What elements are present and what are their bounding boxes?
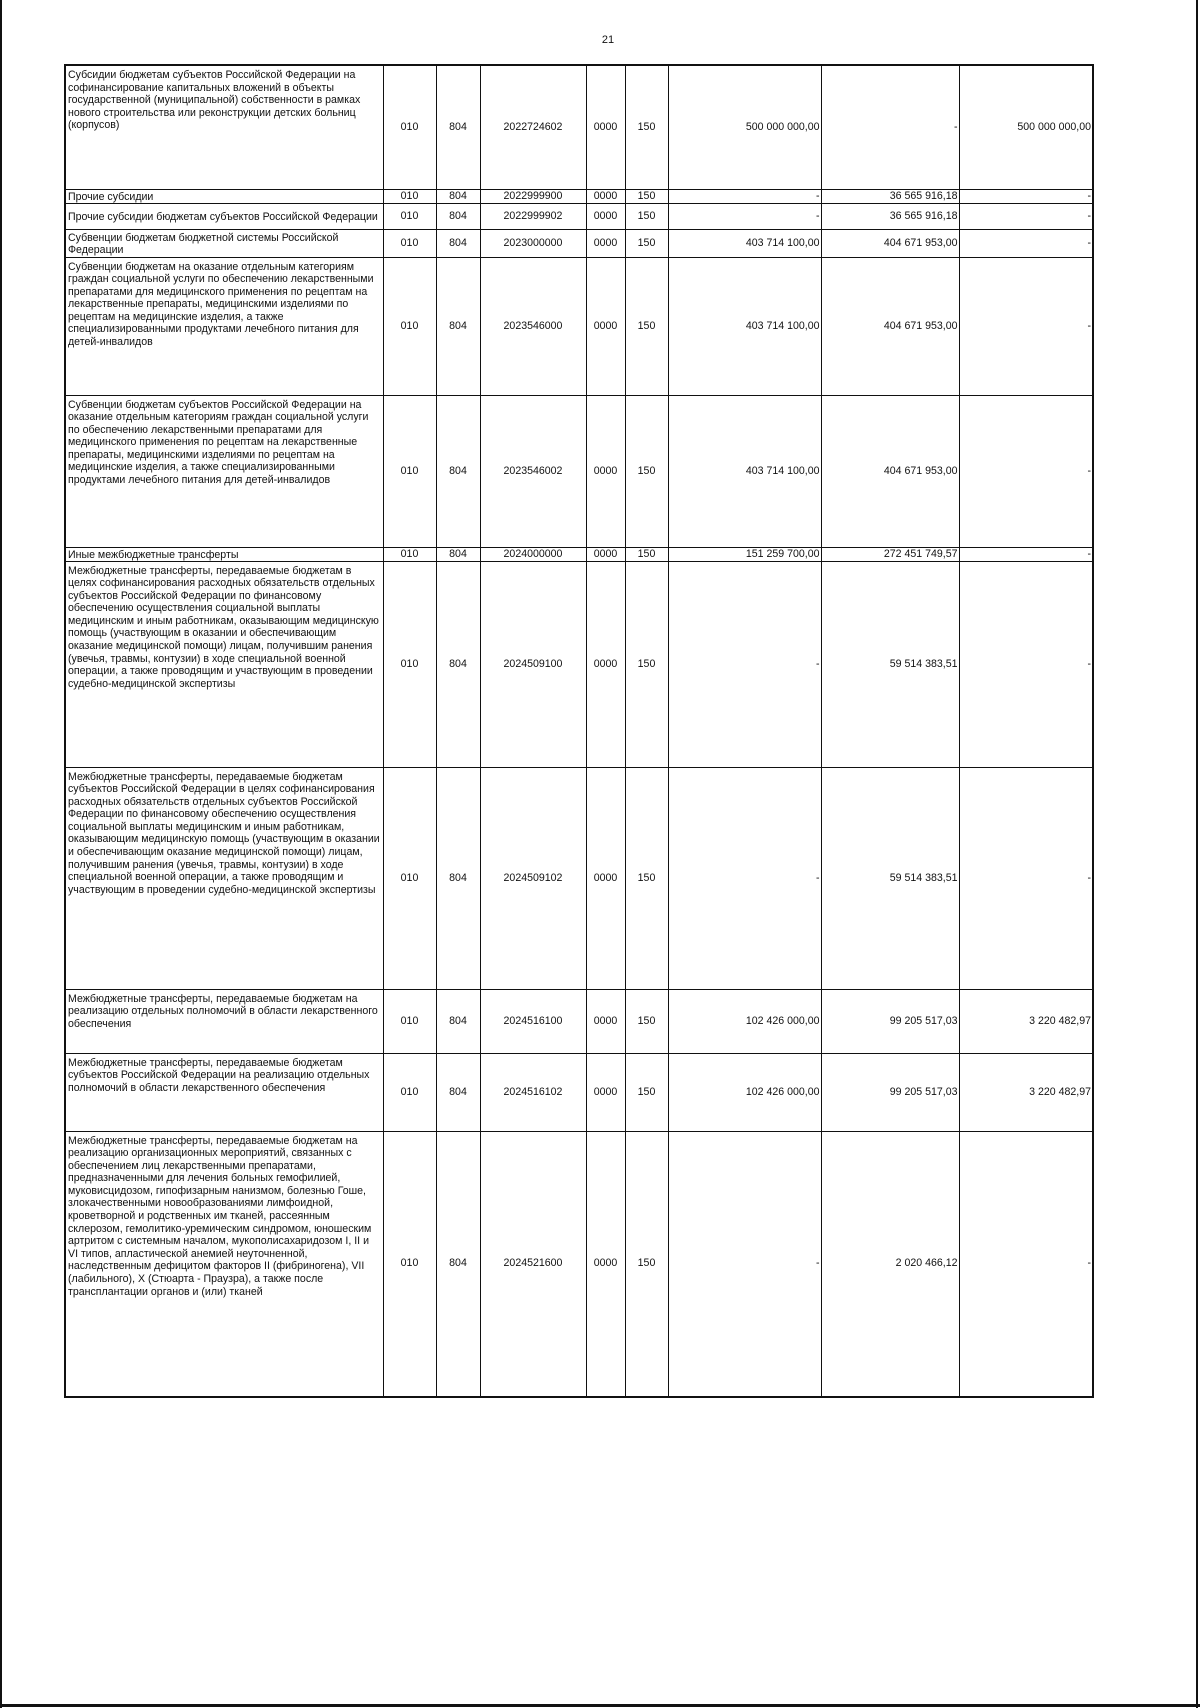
cell-value-2: 99 205 517,03 bbox=[821, 989, 959, 1053]
cell-value-1: - bbox=[668, 189, 821, 203]
cell-value-3: 3 220 482,97 bbox=[959, 1053, 1093, 1131]
cell-code-1: 010 bbox=[383, 395, 436, 547]
row-name: Межбюджетные трансферты, передаваемые бюджетам на реализацию отдельных полномочий в области лекарственного обеспечения bbox=[65, 989, 383, 1053]
cell-code-5: 150 bbox=[625, 767, 668, 989]
cell-code-1: 010 bbox=[383, 547, 436, 561]
cell-value-1: 151 259 700,00 bbox=[668, 547, 821, 561]
cell-code-4: 0000 bbox=[586, 189, 625, 203]
cell-code-main: 2024509102 bbox=[480, 767, 586, 989]
cell-value-2: 99 205 517,03 bbox=[821, 1053, 959, 1131]
cell-code-main: 2024516100 bbox=[480, 989, 586, 1053]
cell-code-2: 804 bbox=[436, 767, 480, 989]
row-name: Межбюджетные трансферты, передаваемые бюджетам на реализацию организационных мероприятий, связанных с обеспечением лиц лекарственными препаратами, предназначенными для лечения больных гемофилией, муковисцидозом, гипофизарным нанизмом, болезнью Гоше, злокачественными новообразованиями лимфоидной, кроветворной и родственных им тканей, рассеянным склерозом, гемолитико-уремическим синдромом, юношеским артритом с системным началом, мукополисахаридозом I, II и VI типов, апластической анемией неуточненной, наследственным дефицитом факторов II (фибриногена), VII (лабильного), X (Стюарта - Праузра), а также после трансплантации органов и (или) тканей bbox=[65, 1131, 383, 1397]
cell-value-2: 404 671 953,00 bbox=[821, 229, 959, 257]
cell-value-1: - bbox=[668, 767, 821, 989]
cell-code-5: 150 bbox=[625, 1131, 668, 1397]
cell-code-2: 804 bbox=[436, 257, 480, 395]
scan-left-edge bbox=[0, 0, 2, 1708]
cell-code-4: 0000 bbox=[586, 1131, 625, 1397]
table-row bbox=[65, 203, 1093, 229]
cell-code-main: 2023000000 bbox=[480, 229, 586, 257]
cell-value-3: - bbox=[959, 203, 1093, 229]
cell-code-4: 0000 bbox=[586, 203, 625, 229]
row-name: Межбюджетные трансферты, передаваемые бюджетам в целях софинансирования расходных обязательств отдельных субъектов Российской Федерации по финансовому обеспечению осуществления социальной выплаты медицинским и иным работникам, оказывающим медицинскую помощь (участвующим в оказании и обеспечивающим оказание медицинской помощи) лицам, получившим ранения (увечья, травмы, контузии) в ходе специальной военной операции, а также проводящим и участвующим в проведении судебно-медицинской экспертизы bbox=[65, 561, 383, 767]
page-number: 21 bbox=[601, 34, 615, 46]
cell-value-2: 404 671 953,00 bbox=[821, 257, 959, 395]
cell-code-5: 150 bbox=[625, 229, 668, 257]
cell-code-main: 2024516102 bbox=[480, 1053, 586, 1131]
row-name: Субвенции бюджетам субъектов Российской Федерации на оказание отдельным категориям граждан социальной услуги по обеспечению лекарственными препаратами для медицинского применения по рецептам на лекарственные препараты, медицинскими изделиями по рецептам на медицинские изделия, а также специализированными продуктами лечебного питания для детей-инвалидов bbox=[65, 395, 383, 547]
cell-value-2: 59 514 383,51 bbox=[821, 767, 959, 989]
cell-code-4: 0000 bbox=[586, 257, 625, 395]
cell-value-2: 2 020 466,12 bbox=[821, 1131, 959, 1397]
row-name: Субвенции бюджетам на оказание отдельным категориям граждан социальной услуги по обеспечению лекарственными препаратами для медицинского применения по рецептам на лекарственные препараты, медицинскими изделиями по рецептам на медицинские изделия, а также специализированными продуктами лечебного питания для детей-инвалидов bbox=[65, 257, 383, 395]
cell-code-4: 0000 bbox=[586, 395, 625, 547]
cell-code-main: 2023546002 bbox=[480, 395, 586, 547]
row-name: Межбюджетные трансферты, передаваемые бюджетам субъектов Российской Федерации в целях софинансирования расходных обязательств отдельных субъектов Российской Федерации по финансовому обеспечению осуществления социальной выплаты медицинским и иным работникам, оказывающим медицинскую помощь (участвующим в оказании и обеспечивающим оказание медицинской помощи) лицам, получившим ранения (увечья, травмы, контузии) в ходе специальной военной операции, а также проводящим и участвующим в проведении судебно-медицинской экспертизы bbox=[65, 767, 383, 989]
cell-code-4: 0000 bbox=[586, 547, 625, 561]
scan-right-edge bbox=[1196, 0, 1198, 1708]
cell-value-1: 403 714 100,00 bbox=[668, 257, 821, 395]
cell-code-4: 0000 bbox=[586, 767, 625, 989]
cell-value-2: - bbox=[821, 65, 959, 189]
row-name: Прочие субсидии bbox=[65, 189, 383, 203]
cell-value-3: - bbox=[959, 561, 1093, 767]
scan-bottom-edge bbox=[0, 1704, 1200, 1707]
cell-value-3: - bbox=[959, 189, 1093, 203]
cell-code-2: 804 bbox=[436, 395, 480, 547]
cell-code-2: 804 bbox=[436, 547, 480, 561]
cell-value-2: 59 514 383,51 bbox=[821, 561, 959, 767]
table-row bbox=[65, 257, 1093, 395]
cell-code-1: 010 bbox=[383, 561, 436, 767]
row-name: Иные межбюджетные трансферты bbox=[65, 547, 383, 561]
row-name: Субвенции бюджетам бюджетной системы Российской Федерации bbox=[65, 229, 383, 257]
budget-revenue-table bbox=[64, 64, 1094, 1398]
cell-code-5: 150 bbox=[625, 395, 668, 547]
cell-code-main: 2022999900 bbox=[480, 189, 586, 203]
cell-value-3: - bbox=[959, 547, 1093, 561]
row-name: Субсидии бюджетам субъектов Российской Федерации на софинансирование капитальных вложений в объекты государственной (муниципальной) собственности в рамках нового строительства или реконструкции детских больниц (корпусов) bbox=[65, 65, 383, 189]
cell-code-4: 0000 bbox=[586, 65, 625, 189]
cell-code-main: 2024521600 bbox=[480, 1131, 586, 1397]
table-row bbox=[65, 989, 1093, 1053]
cell-value-1: - bbox=[668, 561, 821, 767]
table-row bbox=[65, 767, 1093, 989]
table-row bbox=[65, 189, 1093, 203]
cell-value-2: 36 565 916,18 bbox=[821, 203, 959, 229]
cell-code-1: 010 bbox=[383, 189, 436, 203]
cell-code-1: 010 bbox=[383, 257, 436, 395]
cell-code-5: 150 bbox=[625, 203, 668, 229]
cell-code-1: 010 bbox=[383, 989, 436, 1053]
cell-code-5: 150 bbox=[625, 257, 668, 395]
cell-value-3: - bbox=[959, 229, 1093, 257]
table-row bbox=[65, 65, 1093, 189]
cell-value-3: - bbox=[959, 257, 1093, 395]
cell-code-2: 804 bbox=[436, 203, 480, 229]
cell-value-1: - bbox=[668, 1131, 821, 1397]
row-name: Прочие субсидии бюджетам субъектов Российской Федерации bbox=[65, 203, 383, 229]
table-row bbox=[65, 1131, 1093, 1397]
cell-code-1: 010 bbox=[383, 229, 436, 257]
cell-value-1: - bbox=[668, 203, 821, 229]
cell-value-3: - bbox=[959, 395, 1093, 547]
cell-value-3: - bbox=[959, 767, 1093, 989]
cell-code-5: 150 bbox=[625, 547, 668, 561]
cell-value-2: 272 451 749,57 bbox=[821, 547, 959, 561]
row-name: Межбюджетные трансферты, передаваемые бюджетам субъектов Российской Федерации на реализацию отдельных полномочий в области лекарственного обеспечения bbox=[65, 1053, 383, 1131]
cell-code-5: 150 bbox=[625, 65, 668, 189]
table-row bbox=[65, 547, 1093, 561]
cell-code-1: 010 bbox=[383, 203, 436, 229]
cell-value-1: 403 714 100,00 bbox=[668, 229, 821, 257]
table-row bbox=[65, 1053, 1093, 1131]
cell-code-4: 0000 bbox=[586, 989, 625, 1053]
cell-code-2: 804 bbox=[436, 561, 480, 767]
cell-code-main: 2024000000 bbox=[480, 547, 586, 561]
cell-code-4: 0000 bbox=[586, 1053, 625, 1131]
cell-value-2: 404 671 953,00 bbox=[821, 395, 959, 547]
cell-code-5: 150 bbox=[625, 989, 668, 1053]
cell-code-main: 2022724602 bbox=[480, 65, 586, 189]
cell-value-1: 403 714 100,00 bbox=[668, 395, 821, 547]
cell-code-2: 804 bbox=[436, 189, 480, 203]
cell-code-2: 804 bbox=[436, 1131, 480, 1397]
cell-value-2: 36 565 916,18 bbox=[821, 189, 959, 203]
cell-code-2: 804 bbox=[436, 1053, 480, 1131]
cell-value-1: 500 000 000,00 bbox=[668, 65, 821, 189]
cell-code-5: 150 bbox=[625, 1053, 668, 1131]
table-row bbox=[65, 229, 1093, 257]
cell-value-1: 102 426 000,00 bbox=[668, 1053, 821, 1131]
cell-value-3: - bbox=[959, 1131, 1093, 1397]
cell-code-main: 2022999902 bbox=[480, 203, 586, 229]
cell-code-main: 2024509100 bbox=[480, 561, 586, 767]
cell-code-1: 010 bbox=[383, 767, 436, 989]
table-row bbox=[65, 561, 1093, 767]
cell-code-2: 804 bbox=[436, 989, 480, 1053]
table-row bbox=[65, 395, 1093, 547]
cell-code-main: 2023546000 bbox=[480, 257, 586, 395]
cell-value-1: 102 426 000,00 bbox=[668, 989, 821, 1053]
cell-value-3: 3 220 482,97 bbox=[959, 989, 1093, 1053]
cell-code-1: 010 bbox=[383, 1131, 436, 1397]
cell-code-1: 010 bbox=[383, 65, 436, 189]
cell-code-2: 804 bbox=[436, 65, 480, 189]
cell-code-5: 150 bbox=[625, 189, 668, 203]
cell-code-4: 0000 bbox=[586, 561, 625, 767]
cell-value-3: 500 000 000,00 bbox=[959, 65, 1093, 189]
cell-code-2: 804 bbox=[436, 229, 480, 257]
cell-code-4: 0000 bbox=[586, 229, 625, 257]
cell-code-5: 150 bbox=[625, 561, 668, 767]
cell-code-1: 010 bbox=[383, 1053, 436, 1131]
